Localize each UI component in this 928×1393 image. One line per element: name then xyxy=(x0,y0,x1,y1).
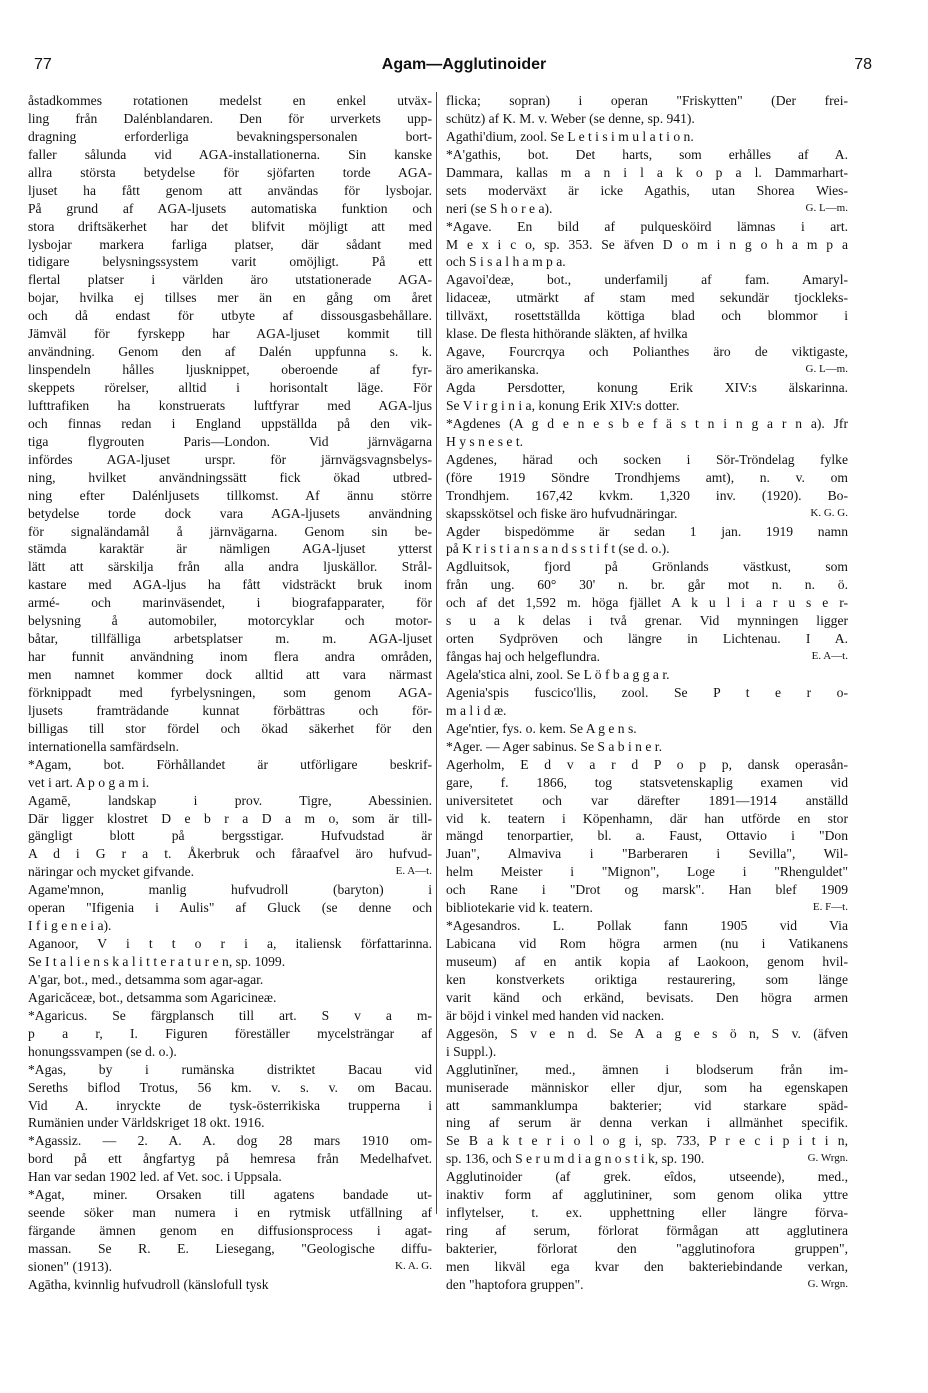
line-text: bibliotekarie vid k. teatern. xyxy=(446,900,593,916)
line-text: och då endast för utbyte af dissousgasbehållare. xyxy=(28,308,432,324)
text-line xyxy=(446,1186,848,1204)
text-line xyxy=(28,307,432,325)
text-line xyxy=(446,451,848,469)
text-line xyxy=(446,361,848,379)
text-line xyxy=(28,720,432,738)
line-text: flicka; sopran) i operan "Friskytten" (Der frei- xyxy=(446,93,848,108)
text-line xyxy=(28,433,432,451)
line-text: ljuset ha fått genom att användas för lysbojar. xyxy=(28,182,432,198)
text-line xyxy=(446,1061,848,1079)
author-signature: G. Wrgn. xyxy=(807,1277,848,1290)
line-text: Agenia'spis fuscico'llis, zool. Se P t e r o- xyxy=(446,684,848,700)
text-line xyxy=(28,1061,432,1079)
text-line xyxy=(28,146,432,164)
text-line xyxy=(446,128,848,146)
text-line xyxy=(446,989,848,1007)
running-title: Agam—Agglutinoider xyxy=(381,56,547,73)
text-line xyxy=(28,1114,432,1132)
text-line xyxy=(28,361,432,379)
line-text: Agerholm, E d v a r d P o p p, dansk operasån- xyxy=(446,756,848,772)
text-line xyxy=(28,1025,432,1043)
text-line xyxy=(28,845,432,863)
line-text: Agathi'dium, zool. Se L e t i s i m u l a t i o n. xyxy=(446,128,694,144)
text-line xyxy=(28,989,432,1007)
text-line xyxy=(28,702,432,720)
text-line xyxy=(446,630,848,648)
line-text: skeppets rörelser, alltid i horisontalt läge. För xyxy=(28,380,432,395)
text-line xyxy=(28,487,432,505)
left-column xyxy=(28,92,432,1294)
line-text: den "haptofora gruppen". xyxy=(446,1276,584,1292)
text-line xyxy=(446,720,848,738)
line-text: neri (se S h o r e a). xyxy=(446,200,553,216)
line-text: ning efter Dalénljusets tillkomst. Af ännu större xyxy=(28,487,432,503)
text-line xyxy=(446,415,848,433)
line-text: stämda karaktär är nämligen AGA-ljuset ytterst xyxy=(28,541,432,557)
text-line xyxy=(28,881,432,899)
line-text: s u a k delas i två grenar. Vid mynningen ligger xyxy=(446,613,848,629)
line-text: användning. Genom den af Dalén uppfunna s. k. xyxy=(28,344,432,360)
line-text: inaktiv form af agglutininer, som genom olika yttre xyxy=(446,1187,848,1203)
page-number-right: 78 xyxy=(854,56,872,73)
text-line xyxy=(28,397,432,415)
line-text: näringar och mycket gifvande. xyxy=(28,864,195,880)
text-line xyxy=(28,128,432,146)
text-line xyxy=(446,1007,848,1025)
line-text: Se B a k t e r i o l o g i, sp. 733, P r e c i p i t i n, xyxy=(446,1133,848,1149)
text-line xyxy=(28,648,432,666)
line-text: Agame'mnon, manlig hufvudroll (baryton) i xyxy=(28,882,432,898)
line-text: Se V i r g i n i a, konung Erik XIV:s dotter. xyxy=(446,397,680,413)
line-text: på K r i s t i a n s a n d s s t i f t (se d. o.). xyxy=(446,541,670,557)
line-text: gängligt blott på bergsstigar. Hufvudstad är xyxy=(28,828,432,844)
line-text: orten Sydpröven och längre in Lichtenau. I A. xyxy=(446,631,848,647)
line-text: är böjd i vinkel med handen vid nacken. xyxy=(446,1007,665,1023)
text-line xyxy=(28,684,432,702)
text-line xyxy=(28,558,432,576)
text-line xyxy=(28,1204,432,1222)
line-text: lidaceæ, utmärkt af stam med sekundär tjockleks- xyxy=(446,290,848,306)
right-column xyxy=(446,92,848,1294)
line-text: sionen" (1913). xyxy=(28,1258,113,1274)
line-text: sp. 136, och S e r u m d i a g n o s t i k, sp. 190. xyxy=(446,1151,705,1167)
text-line xyxy=(446,810,848,828)
line-text: och af det 1,592 m. höga fjället A k u l i a r u s e r- xyxy=(446,595,848,611)
author-signature: G. L—m. xyxy=(805,201,848,214)
text-line xyxy=(28,325,432,343)
line-text: skapsskötsel och fiske äro hufvudnäringar. xyxy=(446,505,678,521)
line-text: massan. Se R. E. Liesegang, "Geologische diffu- xyxy=(28,1241,432,1256)
line-text: att sammanklumpa bakterier; vid starkare späd- xyxy=(446,1097,848,1113)
text-line xyxy=(446,1132,848,1150)
line-text: (före 1919 Söndre Trondhjems amt), n. v. om xyxy=(446,469,848,485)
line-text: ning, hvilket användningssätt fick ökad utbred- xyxy=(28,469,432,485)
text-line xyxy=(28,1168,432,1186)
line-text: Aggesön, S v e n d. Se A a g e s ö n, S v. (äfven xyxy=(446,1025,848,1041)
text-line xyxy=(446,523,848,541)
text-line xyxy=(446,1097,848,1115)
text-line xyxy=(28,774,432,792)
line-text: i Suppl.). xyxy=(446,1043,497,1059)
line-text: A'gar, bot., med., detsamma som agar-agar. xyxy=(28,971,264,987)
text-line xyxy=(446,953,848,971)
line-text: båtar, tillfälliga arbetsplatser m. m. AGA-ljuset xyxy=(28,631,432,647)
text-line xyxy=(446,845,848,863)
text-line xyxy=(28,505,432,523)
line-text: armé- och marinväsendet, i biografapparater, för xyxy=(28,595,432,611)
text-line xyxy=(28,343,432,361)
line-text: Trondhjem. 167,42 kvkm. 1,320 inv. (1920). Bo- xyxy=(446,487,848,503)
line-text: bord på ett ångfartyg på hemresa från Medelhafvet. xyxy=(28,1151,432,1167)
text-line xyxy=(446,236,848,254)
text-line xyxy=(446,253,848,271)
text-line xyxy=(28,1079,432,1097)
line-text: Agela'stica alni, zool. Se L ö f b a g g a r. xyxy=(446,667,670,682)
text-line xyxy=(28,1276,432,1294)
text-line xyxy=(28,1240,432,1258)
line-text: *Agave. En bild af pulquesköird lämnas i art. xyxy=(446,218,848,234)
text-line xyxy=(446,271,848,289)
text-line xyxy=(446,917,848,935)
text-line xyxy=(28,810,432,828)
text-line xyxy=(28,1258,432,1276)
page-number-left: 77 xyxy=(34,56,52,73)
text-line xyxy=(446,505,848,523)
line-text: Dammara, kallas m a n i l a k o p a l. Dammarhart- xyxy=(446,164,848,180)
text-line xyxy=(28,1043,432,1061)
text-line xyxy=(28,1097,432,1115)
line-text: *A'gathis, bot. Det harts, som erhålles af A. xyxy=(446,146,848,162)
line-text: muniserade människor eller djur, som ha egenskapen xyxy=(446,1079,848,1095)
line-text: Agglutinĭner, med., ämnen i blodserum från im- xyxy=(446,1061,848,1077)
line-text: mängd tenorpartier, bl. a. Faust, Ottavio i "Don xyxy=(446,828,848,844)
line-text: Labicana vid Rom högra armen (nu i Vatikanens xyxy=(446,936,848,952)
text-line xyxy=(446,164,848,182)
text-line xyxy=(446,397,848,415)
line-text: lufttrafiken ha konstruerats luftfyrar med AGA-ljus xyxy=(28,397,432,413)
text-line xyxy=(446,576,848,594)
text-line xyxy=(446,325,848,343)
text-line xyxy=(28,935,432,953)
line-text: fångas haj och helgeflundra. xyxy=(446,649,600,665)
author-signature: E. F—t. xyxy=(812,901,848,914)
text-line xyxy=(28,271,432,289)
line-text: Agamē, landskap i prov. Tigre, Abessinien. xyxy=(28,792,432,808)
text-line xyxy=(28,110,432,128)
text-line xyxy=(446,1258,848,1276)
line-text: och S i s a l h a m p a. xyxy=(446,254,566,270)
text-line xyxy=(446,1114,848,1132)
text-line xyxy=(28,863,432,881)
line-text: ring af serum, förlorat förmågan att agglutinera xyxy=(446,1223,848,1239)
line-text: belysning å automobiler, motorcyklar och motor- xyxy=(28,613,432,629)
text-line xyxy=(28,1007,432,1025)
text-line xyxy=(28,415,432,433)
author-signature: K. G. G. xyxy=(810,506,848,519)
text-line xyxy=(28,917,432,935)
line-text: helm Meister i "Mignon", Loge i "Rhenguldet" xyxy=(446,864,848,880)
text-line xyxy=(446,540,848,558)
line-text: men likväl ega kvar den bakteriebindande verkan, xyxy=(446,1258,848,1274)
text-line xyxy=(28,594,432,612)
text-line xyxy=(28,253,432,271)
line-text: vet i art. A p o g a m i. xyxy=(28,774,150,790)
line-text: Vid A. inryckte de tysk-österrikiska trupperna i xyxy=(28,1097,432,1113)
text-line xyxy=(446,1025,848,1043)
line-text: *Agam, bot. Förhållandet är utförligare beskrif- xyxy=(28,756,432,772)
line-text: stora driftsäkerhet har det blifvit möjligt att med xyxy=(28,218,432,234)
line-text: dragning erforderliga bevakningspersonalen bort- xyxy=(28,128,432,144)
text-line xyxy=(446,487,848,505)
text-line xyxy=(446,863,848,881)
author-signature: G. L—m. xyxy=(805,363,848,376)
text-line xyxy=(446,774,848,792)
text-line xyxy=(446,1240,848,1258)
line-text: M e x i c o, sp. 353. Se äfven D o m i n g o h a m p a xyxy=(446,236,848,252)
line-text: inflytelser, t. ex. upphettning eller längre förva- xyxy=(446,1205,848,1221)
line-text: *Agat, miner. Orsaken till agatens bandade ut- xyxy=(28,1187,432,1203)
text-line xyxy=(28,612,432,630)
line-text: *Agaricus. Se färgplansch till art. S v a m- xyxy=(28,1007,432,1023)
line-text: kastare med AGA-ljus ha fått vidsträckt bruk inom xyxy=(28,577,432,593)
line-text: Han var sedan 1902 led. af Vet. soc. i Uppsala. xyxy=(28,1169,282,1185)
line-text: Där ligger klostret D e b r a D a m o, som är till- xyxy=(28,810,432,826)
line-text: Agātha, kvinnlig hufvudroll (känslofull tysk xyxy=(28,1276,269,1292)
text-line xyxy=(446,792,848,810)
column-divider xyxy=(436,92,437,1214)
line-text: Sereths biflod Trotus, 56 km. v. s. v. om Bacau. xyxy=(28,1079,432,1095)
line-text: allra största betydelse för sjöfarten torde AGA- xyxy=(28,164,432,180)
line-text: åstadkommes rotationen medelst en enkel utväx- xyxy=(28,93,432,108)
text-line xyxy=(28,200,432,218)
text-line xyxy=(28,899,432,917)
text-line xyxy=(28,666,432,684)
author-signature: G. Wrgn. xyxy=(807,1152,848,1165)
text-line xyxy=(446,971,848,989)
line-text: ling från Dalénblandaren. Den för urverkets upp- xyxy=(28,110,432,126)
text-line xyxy=(446,612,848,630)
line-text: ljusets framträdande kunnat förbättras och för- xyxy=(28,702,432,718)
line-text: internationella samfärdseln. xyxy=(28,738,179,754)
text-line xyxy=(446,1276,848,1294)
text-line xyxy=(28,971,432,989)
text-line xyxy=(446,200,848,218)
line-text: A d i G r a t. Åkerbruk och fåraafvel äro hufvud- xyxy=(28,846,432,862)
line-text: för signaländamål å järnvägarna. Genom sin be- xyxy=(28,523,432,539)
text-line xyxy=(446,92,848,110)
page-header xyxy=(30,56,898,80)
text-line xyxy=(28,756,432,774)
line-text: *Agesandros. L. Pollak fann 1905 vid Via xyxy=(446,918,848,934)
text-line xyxy=(446,110,848,128)
line-text: p a r, I. Figuren föreställer mycelsträngar af xyxy=(28,1025,432,1041)
text-line xyxy=(446,558,848,576)
line-text: Agglutinoider (af grek. eîdos, utseende), med., xyxy=(446,1169,848,1185)
author-signature: K. A. G. xyxy=(395,1259,432,1272)
line-text: har funnit användning inom flera andra områden, xyxy=(28,649,432,665)
line-text: *Agas, by i rumänska distriktet Bacau vid xyxy=(28,1061,432,1077)
line-text: bojar, hvilka ej tillses mer än en gång om året xyxy=(28,290,432,306)
author-signature: E. A—t. xyxy=(811,650,848,663)
text-line xyxy=(446,218,848,236)
line-text: Aganoor, V i t t o r i a, italiensk författarinna. xyxy=(28,936,432,952)
line-text: Agdenes, härad och socken i Sör-Tröndelag fylke xyxy=(446,451,848,467)
text-line xyxy=(446,1079,848,1097)
text-line xyxy=(446,899,848,917)
text-line xyxy=(28,792,432,810)
line-text: *Ager. — Ager sabinus. Se S a b i n e r. xyxy=(446,738,662,754)
line-text: Agave, Fourcrqya och Polianthes äro de viktigaste, xyxy=(446,344,848,360)
line-text: universitetet och var därefter 1891—1914 anställd xyxy=(446,792,848,808)
line-text: På grund af AGA-ljusets automatiska funktion och xyxy=(28,200,432,216)
text-line xyxy=(28,1222,432,1240)
line-text: betydelse torde dock vara AGA-ljusets användning xyxy=(28,505,432,521)
text-line xyxy=(28,540,432,558)
author-signature: E. A—t. xyxy=(395,865,432,878)
line-text: Juan", Almaviva i "Barberaren i Sevilla", Wil- xyxy=(446,846,848,862)
text-line xyxy=(28,827,432,845)
line-text: och Rane i "Drot og marsk". Han blef 1909 xyxy=(446,882,848,898)
line-text: tidigare belysningssystem varit omöjligt. På ett xyxy=(28,254,432,270)
line-text: H y s n e s e t. xyxy=(446,433,524,449)
line-text: faller sålunda vid AGA-installationerna. Sin kanske xyxy=(28,146,432,162)
text-line xyxy=(28,182,432,200)
text-line xyxy=(446,648,848,666)
text-line xyxy=(28,738,432,756)
line-text: operan "Ifigenia i Aulis" af Gluck (se denne och xyxy=(28,900,432,916)
text-line xyxy=(28,218,432,236)
line-text: Se I t a l i e n s k a l i t t e r a t u r e n, sp. 1099. xyxy=(28,954,286,969)
line-text: Agdluitsok, fjord på Grönlands västkust, som xyxy=(446,559,848,575)
line-text: seende söker man numera i en rytmisk utfällning af xyxy=(28,1205,432,1221)
text-line xyxy=(446,146,848,164)
line-text: I f i g e n e i a). xyxy=(28,918,112,934)
text-line xyxy=(28,469,432,487)
text-line xyxy=(446,182,848,200)
line-text: men namnet kommer dock alltid att vara närmast xyxy=(28,667,432,682)
text-line xyxy=(446,379,848,397)
text-line xyxy=(28,289,432,307)
text-line xyxy=(446,935,848,953)
line-text: från ung. 60° 30' n. br. går mot n. n. ö. xyxy=(446,577,848,593)
line-text: gare, f. 1866, tog statsvetenskaplig examen vid xyxy=(446,774,848,790)
text-line xyxy=(446,343,848,361)
line-text: äro amerikanska. xyxy=(446,362,539,378)
text-line xyxy=(28,523,432,541)
line-text: Jämväl för fyrskepp har AGA-ljuset kommit till xyxy=(28,326,432,342)
line-text: tiga flygrouten Paris—London. Vid järnvägarna xyxy=(28,433,432,449)
text-line xyxy=(446,1168,848,1186)
text-line xyxy=(446,666,848,684)
line-text: *Agassiz. — 2. A. A. dog 28 mars 1910 om- xyxy=(28,1133,432,1149)
line-text: ning af serum är denna verkan i allmänhet specifik. xyxy=(446,1115,848,1131)
text-line xyxy=(446,307,848,325)
line-text: m a l i d æ. xyxy=(446,702,507,718)
text-line xyxy=(446,738,848,756)
line-text: färgande ämnen genom en diffusionsprocess i agat- xyxy=(28,1223,432,1239)
line-text: förknippadt med fyrbelysningen, som genom AGA- xyxy=(28,684,432,700)
line-text: Agavoi'deæ, bot., underfamilj af fam. Amaryl- xyxy=(446,272,848,288)
line-text: ken konstverkets oriktiga restaurering, som länge xyxy=(446,971,848,987)
line-text: museum) af en antik kopia af Laokoon, genom hvil- xyxy=(446,954,848,969)
text-line xyxy=(446,1222,848,1240)
text-line xyxy=(446,433,848,451)
line-text: billigas till stor fördel och ökad säkerhet för den xyxy=(28,720,432,736)
text-line xyxy=(446,1150,848,1168)
line-text: Agda Persdotter, konung Erik XIV:s älskarinna. xyxy=(446,380,848,395)
line-text: Agder bispedömme är sedan 1 jan. 1919 namn xyxy=(446,523,848,539)
text-line xyxy=(28,1132,432,1150)
text-line xyxy=(28,92,432,110)
line-text: Rumänien under Världskriget 18 okt. 1916. xyxy=(28,1115,265,1131)
line-text: vid k. teatern i Köpenhamn, där han utförde en stor xyxy=(446,810,848,826)
text-line xyxy=(446,594,848,612)
line-text: flertal platser i världen äro utstationerade AGA- xyxy=(28,272,432,288)
text-line xyxy=(28,953,432,971)
line-text: sets moderväxt är icke Agathis, utan Shorea Wies- xyxy=(446,182,848,198)
text-line xyxy=(446,289,848,307)
text-line xyxy=(446,1043,848,1061)
line-text: *Agdenes (A g d e n e s b e f ä s t n i n g a r n a). Jfr xyxy=(446,415,848,431)
line-text: varit känd och erkänd, bevisats. Den högra armen xyxy=(446,989,848,1005)
text-line xyxy=(28,164,432,182)
line-text: lätt att särskilja från alla andra ljuskällor. Strål- xyxy=(28,559,432,575)
line-text: och finnas redan i England uppställda på den vik- xyxy=(28,415,432,431)
line-text: linspendeln hålles ljusknippet, oberoende af fyr- xyxy=(28,362,432,378)
text-line xyxy=(446,702,848,720)
text-line xyxy=(28,236,432,254)
text-line xyxy=(446,469,848,487)
text-line xyxy=(28,576,432,594)
text-line xyxy=(28,1186,432,1204)
line-text: schütz) af K. M. v. Weber (se denne, sp. 941). xyxy=(446,110,695,126)
text-line xyxy=(28,1150,432,1168)
line-text: tillväxt, rosettställda köttiga blad och blommor i xyxy=(446,308,848,324)
line-text: klase. De flesta hithörande släkten, af hvilka xyxy=(446,326,688,342)
line-text: Agaricăceæ, bot., detsamma som Agaricineæ. xyxy=(28,989,277,1005)
line-text: bakterier, förlorat den "agglutinofora gruppen", xyxy=(446,1241,848,1256)
line-text: lysbojar markera farliga platser, där sådant med xyxy=(28,236,432,252)
line-text: infördes AGA-ljuset urspr. för järnvägsvagnsbelys- xyxy=(28,451,432,467)
text-line xyxy=(446,756,848,774)
line-text: honungssvampen (se d. o.). xyxy=(28,1043,177,1059)
line-text: Age'ntier, fys. o. kem. Se A g e n s. xyxy=(446,720,637,736)
text-line xyxy=(446,827,848,845)
text-line xyxy=(446,1204,848,1222)
text-line xyxy=(446,684,848,702)
text-line xyxy=(446,881,848,899)
text-line xyxy=(28,630,432,648)
text-line xyxy=(28,379,432,397)
text-line xyxy=(28,451,432,469)
